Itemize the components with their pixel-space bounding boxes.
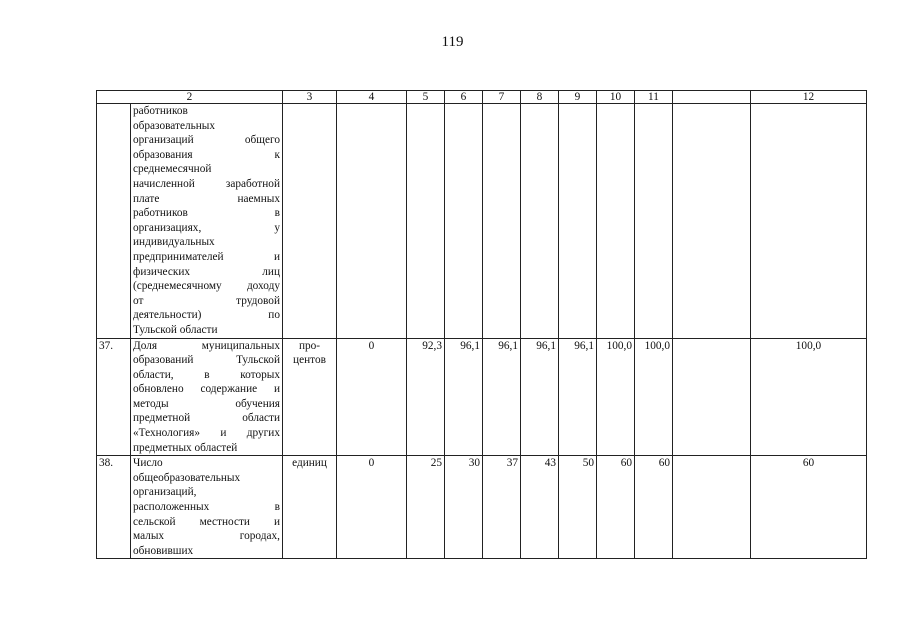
description-word: и <box>273 250 280 263</box>
row-number <box>97 104 131 339</box>
description-word: и <box>273 383 280 396</box>
description-word: местности <box>199 515 250 528</box>
description-line: индивидуальных <box>133 236 215 249</box>
description-line <box>133 265 280 280</box>
header-cell: 9 <box>559 91 597 104</box>
description-word: области, <box>133 368 174 381</box>
description-word: к <box>274 148 280 161</box>
description-word: обучения <box>235 397 280 410</box>
value-cell: 25 <box>407 456 445 559</box>
value-cell: 96,1 <box>483 338 521 456</box>
unit-line: про- <box>298 339 321 352</box>
value-cell: 60 <box>597 456 635 559</box>
description-line: образовательных <box>133 119 216 132</box>
value-cell: 50 <box>559 456 597 559</box>
description-word: плате <box>133 192 160 205</box>
description-line: общеобразовательных <box>133 471 241 484</box>
header-cell <box>673 91 751 104</box>
description-line <box>133 206 280 221</box>
value-cell: 96,1 <box>445 338 483 456</box>
description-line <box>133 177 280 192</box>
description-line: предметных областей <box>133 441 238 454</box>
indicator-description <box>131 104 283 339</box>
description-word: в <box>204 368 210 381</box>
page-number: 119 <box>441 34 464 50</box>
description-word: начисленной <box>133 177 195 190</box>
description-word: Тульской <box>236 354 280 367</box>
value-cell: 60 <box>751 456 867 559</box>
value-cell: 100,0 <box>751 338 867 456</box>
description-line <box>133 148 280 163</box>
unit-line: единиц <box>292 457 327 470</box>
indicator-description <box>131 456 283 559</box>
description-word: городах, <box>239 530 280 543</box>
description-word: предметной <box>133 412 191 425</box>
value-cell <box>673 338 751 456</box>
value-cell <box>673 104 751 339</box>
indicators-table <box>96 90 867 559</box>
description-word: трудовой <box>236 294 280 307</box>
description-word: и <box>220 427 227 440</box>
description-word: у <box>274 221 280 234</box>
description-word: Доля <box>133 339 158 352</box>
description-word: по <box>268 309 280 322</box>
description-word: области <box>242 412 280 425</box>
value-cell <box>673 456 751 559</box>
description-word: организациях, <box>133 221 202 234</box>
description-line <box>133 308 280 323</box>
description-word: заработной <box>225 177 280 190</box>
description-word: образований <box>133 354 194 367</box>
description-word: «Технология» <box>133 427 200 440</box>
description-word: деятельности) <box>133 309 202 322</box>
description-line <box>133 250 280 265</box>
description-line <box>133 368 280 383</box>
value-cell: 43 <box>521 456 559 559</box>
value-cell <box>407 104 445 339</box>
row-number: 37. <box>97 338 131 456</box>
value-cell: 96,1 <box>559 338 597 456</box>
description-line <box>133 294 280 309</box>
row-number: 38. <box>97 456 131 559</box>
header-cell: 5 <box>407 91 445 104</box>
description-word: образования <box>133 148 193 161</box>
header-cell: 8 <box>521 91 559 104</box>
description-line <box>133 397 280 412</box>
description-line <box>133 339 280 354</box>
description-word: расположенных <box>133 501 210 514</box>
header-cell: 12 <box>751 91 867 104</box>
value-cell <box>559 104 597 339</box>
value-cell <box>445 104 483 339</box>
description-word: и <box>273 515 280 528</box>
description-line <box>133 426 280 441</box>
header-cell: 11 <box>635 91 673 104</box>
description-word: общего <box>244 134 280 147</box>
description-word: организаций <box>133 134 194 147</box>
header-cell: 7 <box>483 91 521 104</box>
description-line: работников <box>133 105 188 117</box>
description-word: которых <box>240 368 280 381</box>
indicator-description <box>131 338 283 456</box>
description-word: от <box>133 294 144 307</box>
description-line: Тульской области <box>133 323 218 336</box>
description-line: среднемесячной <box>133 163 212 176</box>
value-cell <box>751 104 867 339</box>
description-word: обновлено <box>133 383 184 396</box>
description-word: физических <box>133 265 191 278</box>
description-word: в <box>274 207 280 220</box>
header-cell: 3 <box>283 91 337 104</box>
description-word: муниципальных <box>201 339 280 352</box>
description-line: организаций, <box>133 486 197 499</box>
description-line: Число <box>133 457 163 470</box>
value-cell <box>483 104 521 339</box>
description-word: наемных <box>237 192 280 205</box>
unit-of-measure <box>283 338 337 456</box>
description-word: других <box>246 427 280 440</box>
description-line <box>133 221 280 236</box>
value-cell: 100,0 <box>635 338 673 456</box>
header-cell: 4 <box>337 91 407 104</box>
description-line <box>133 411 280 426</box>
unit-of-measure <box>283 104 337 339</box>
value-cell: 0 <box>337 456 407 559</box>
description-word: лиц <box>262 265 280 278</box>
table-row <box>97 456 867 559</box>
description-line <box>133 353 280 368</box>
description-word: доходу <box>246 280 280 293</box>
value-cell: 100,0 <box>597 338 635 456</box>
description-line <box>133 515 280 530</box>
value-cell: 0 <box>337 338 407 456</box>
description-line: обновивших <box>133 544 194 557</box>
description-word: сельской <box>133 515 176 528</box>
description-line <box>133 133 280 148</box>
value-cell: 96,1 <box>521 338 559 456</box>
value-cell <box>337 104 407 339</box>
value-cell: 60 <box>635 456 673 559</box>
value-cell: 92,3 <box>407 338 445 456</box>
header-row <box>97 91 867 104</box>
value-cell <box>597 104 635 339</box>
header-cell: 2 <box>97 91 283 104</box>
description-line <box>133 529 280 544</box>
table-row <box>97 104 867 339</box>
header-cell: 10 <box>597 91 635 104</box>
description-word: работников <box>133 207 188 220</box>
header-cell: 6 <box>445 91 483 104</box>
value-cell: 37 <box>483 456 521 559</box>
description-line <box>133 192 280 207</box>
description-word: в <box>274 501 280 514</box>
description-word: (среднемесячному <box>133 280 222 293</box>
description-line <box>133 500 280 515</box>
value-cell <box>521 104 559 339</box>
unit-of-measure <box>283 456 337 559</box>
value-cell: 30 <box>445 456 483 559</box>
unit-line: центов <box>293 354 326 367</box>
description-line <box>133 279 280 294</box>
description-word: содержание <box>200 383 258 396</box>
description-line <box>133 382 280 397</box>
table-row <box>97 338 867 456</box>
description-word: малых <box>133 530 165 543</box>
value-cell <box>635 104 673 339</box>
description-word: методы <box>133 397 169 410</box>
description-word: предпринимателей <box>133 250 224 263</box>
